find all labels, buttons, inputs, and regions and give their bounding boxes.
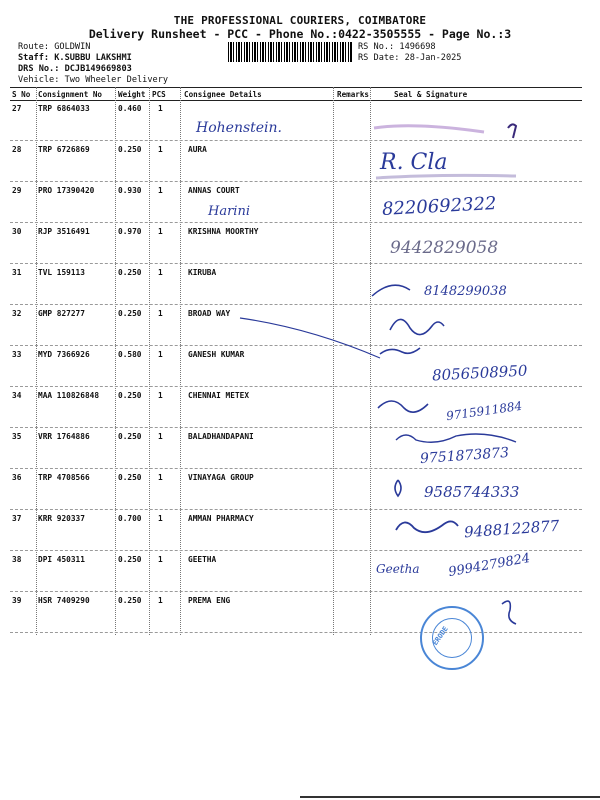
row-serial-number: 30 <box>12 227 22 236</box>
row-consignee: BALADHANDAPANI <box>188 432 254 441</box>
row-consignment-number: RJP 3516491 <box>38 227 90 236</box>
row-consignee: GANESH KUMAR <box>188 350 245 359</box>
row-serial-number: 38 <box>12 555 22 564</box>
row-pieces: 1 <box>158 227 163 236</box>
row-consignment-number: PRO 17390420 <box>38 186 95 195</box>
row-pieces: 1 <box>158 555 163 564</box>
row-consignee: AURA <box>188 145 207 154</box>
row-serial-number: 34 <box>12 391 22 400</box>
rs-date: RS Date: 28-Jan-2025 <box>358 53 462 63</box>
row-weight: 0.460 <box>118 104 142 113</box>
runsheet-subtitle: Delivery Runsheet - PCC - Phone No.:0422-3505555 - Page No.:3 <box>88 27 512 41</box>
staff-label: Staff: K.SUBBU LAKSHMI <box>18 53 132 63</box>
row-pieces: 1 <box>158 432 163 441</box>
row-serial-number: 35 <box>12 432 22 441</box>
row-pieces: 1 <box>158 186 163 195</box>
col-consignee: Consignee Details <box>184 90 262 99</box>
row-consignment-number: TRP 4708566 <box>38 473 90 482</box>
col-consignment: Consignment No <box>38 90 103 99</box>
row-weight: 0.930 <box>118 186 142 195</box>
row-pieces: 1 <box>158 104 163 113</box>
row-weight: 0.700 <box>118 514 142 523</box>
stamp-text: ERODE <box>431 625 450 647</box>
row-weight: 0.250 <box>118 473 142 482</box>
vehicle-label: Vehicle: Two Wheeler Delivery <box>18 75 169 85</box>
company-title: THE PROFESSIONAL COURIERS, COIMBATORE <box>173 14 427 27</box>
handwritten-phone: 9715911884 <box>445 398 523 424</box>
row-consignment-number: MYD 7366926 <box>38 350 90 359</box>
handwritten-phone: 9751873873 <box>419 444 510 468</box>
handwritten-phone: 9585744333 <box>424 483 520 501</box>
row-consignee: VINAYAGA GROUP <box>188 473 254 482</box>
table-row <box>10 592 582 633</box>
row-pieces: 1 <box>158 473 163 482</box>
row-serial-number: 31 <box>12 268 22 277</box>
table-row <box>10 141 582 182</box>
row-consignee: KRISHNA MOORTHY <box>188 227 259 236</box>
row-consignment-number: TRP 6726869 <box>38 145 90 154</box>
row-consignment-number: TVL 159113 <box>38 268 85 277</box>
row-pieces: 1 <box>158 350 163 359</box>
handwritten-signature: R. Cla <box>380 150 448 175</box>
handwritten-phone: 9488122877 <box>463 516 560 542</box>
row-pieces: 1 <box>158 391 163 400</box>
row-consignment-number: MAA 110826848 <box>38 391 100 400</box>
row-weight: 0.250 <box>118 596 142 605</box>
col-weight: Weight <box>118 90 146 99</box>
row-pieces: 1 <box>158 268 163 277</box>
row-serial-number: 37 <box>12 514 22 523</box>
row-consignee: PREMA ENG <box>188 596 231 605</box>
col-pcs: PCS <box>152 90 166 99</box>
row-serial-number: 33 <box>12 350 22 359</box>
row-serial-number: 39 <box>12 596 22 605</box>
row-weight: 0.250 <box>118 391 142 400</box>
handwritten-phone: 8220692322 <box>381 193 498 220</box>
row-consignee: GEETHA <box>188 555 217 564</box>
col-remarks: Remarks <box>337 90 370 99</box>
company-stamp <box>420 606 484 670</box>
route-label: Route: GOLDWIN <box>18 42 91 52</box>
table-row <box>10 100 582 141</box>
row-weight: 0.250 <box>118 145 142 154</box>
row-consignee: CHENNAI METEX <box>188 391 250 400</box>
row-serial-number: 28 <box>12 145 22 154</box>
row-pieces: 1 <box>158 309 163 318</box>
row-serial-number: 36 <box>12 473 22 482</box>
col-sno: S No <box>12 90 31 99</box>
row-consignment-number: HSR 7409290 <box>38 596 90 605</box>
row-consignment-number: GMP 827277 <box>38 309 85 318</box>
row-consignee: BROAD WAY <box>188 309 231 318</box>
handwritten-signature: Geetha <box>376 562 420 576</box>
handwritten-note: Hohenstein. <box>196 120 282 136</box>
row-consignment-number: VRR 1764886 <box>38 432 90 441</box>
handwritten-phone: 9442829058 <box>390 238 499 258</box>
table-top-rule <box>10 87 582 88</box>
row-pieces: 1 <box>158 514 163 523</box>
row-weight: 0.250 <box>118 555 142 564</box>
row-consignment-number: DPI 450311 <box>38 555 85 564</box>
row-consignee: KIRUBA <box>188 268 217 277</box>
page-bottom-rule <box>300 796 600 798</box>
row-serial-number: 27 <box>12 104 22 113</box>
col-seal-signature: Seal & Signature <box>394 90 468 99</box>
barcode <box>228 42 352 62</box>
row-weight: 0.970 <box>118 227 142 236</box>
row-serial-number: 32 <box>12 309 22 318</box>
handwritten-phone: 9994279824 <box>447 550 532 581</box>
handwritten-note: Harini <box>208 204 250 219</box>
row-consignee: ANNAS COURT <box>188 186 240 195</box>
row-weight: 0.250 <box>118 309 142 318</box>
row-consignment-number: TRP 6864033 <box>38 104 90 113</box>
row-weight: 0.580 <box>118 350 142 359</box>
row-pieces: 1 <box>158 145 163 154</box>
row-serial-number: 29 <box>12 186 22 195</box>
row-weight: 0.250 <box>118 268 142 277</box>
handwritten-phone: 8148299038 <box>424 284 507 299</box>
drs-label: DRS No.: DCJB149669803 <box>18 64 132 74</box>
row-consignment-number: KRR 920337 <box>38 514 85 523</box>
row-weight: 0.250 <box>118 432 142 441</box>
table-row <box>10 305 582 346</box>
row-consignee: AMMAN PHARMACY <box>188 514 254 523</box>
row-pieces: 1 <box>158 596 163 605</box>
handwritten-phone: 8056508950 <box>431 361 528 385</box>
rs-number: RS No.: 1496698 <box>358 42 436 52</box>
